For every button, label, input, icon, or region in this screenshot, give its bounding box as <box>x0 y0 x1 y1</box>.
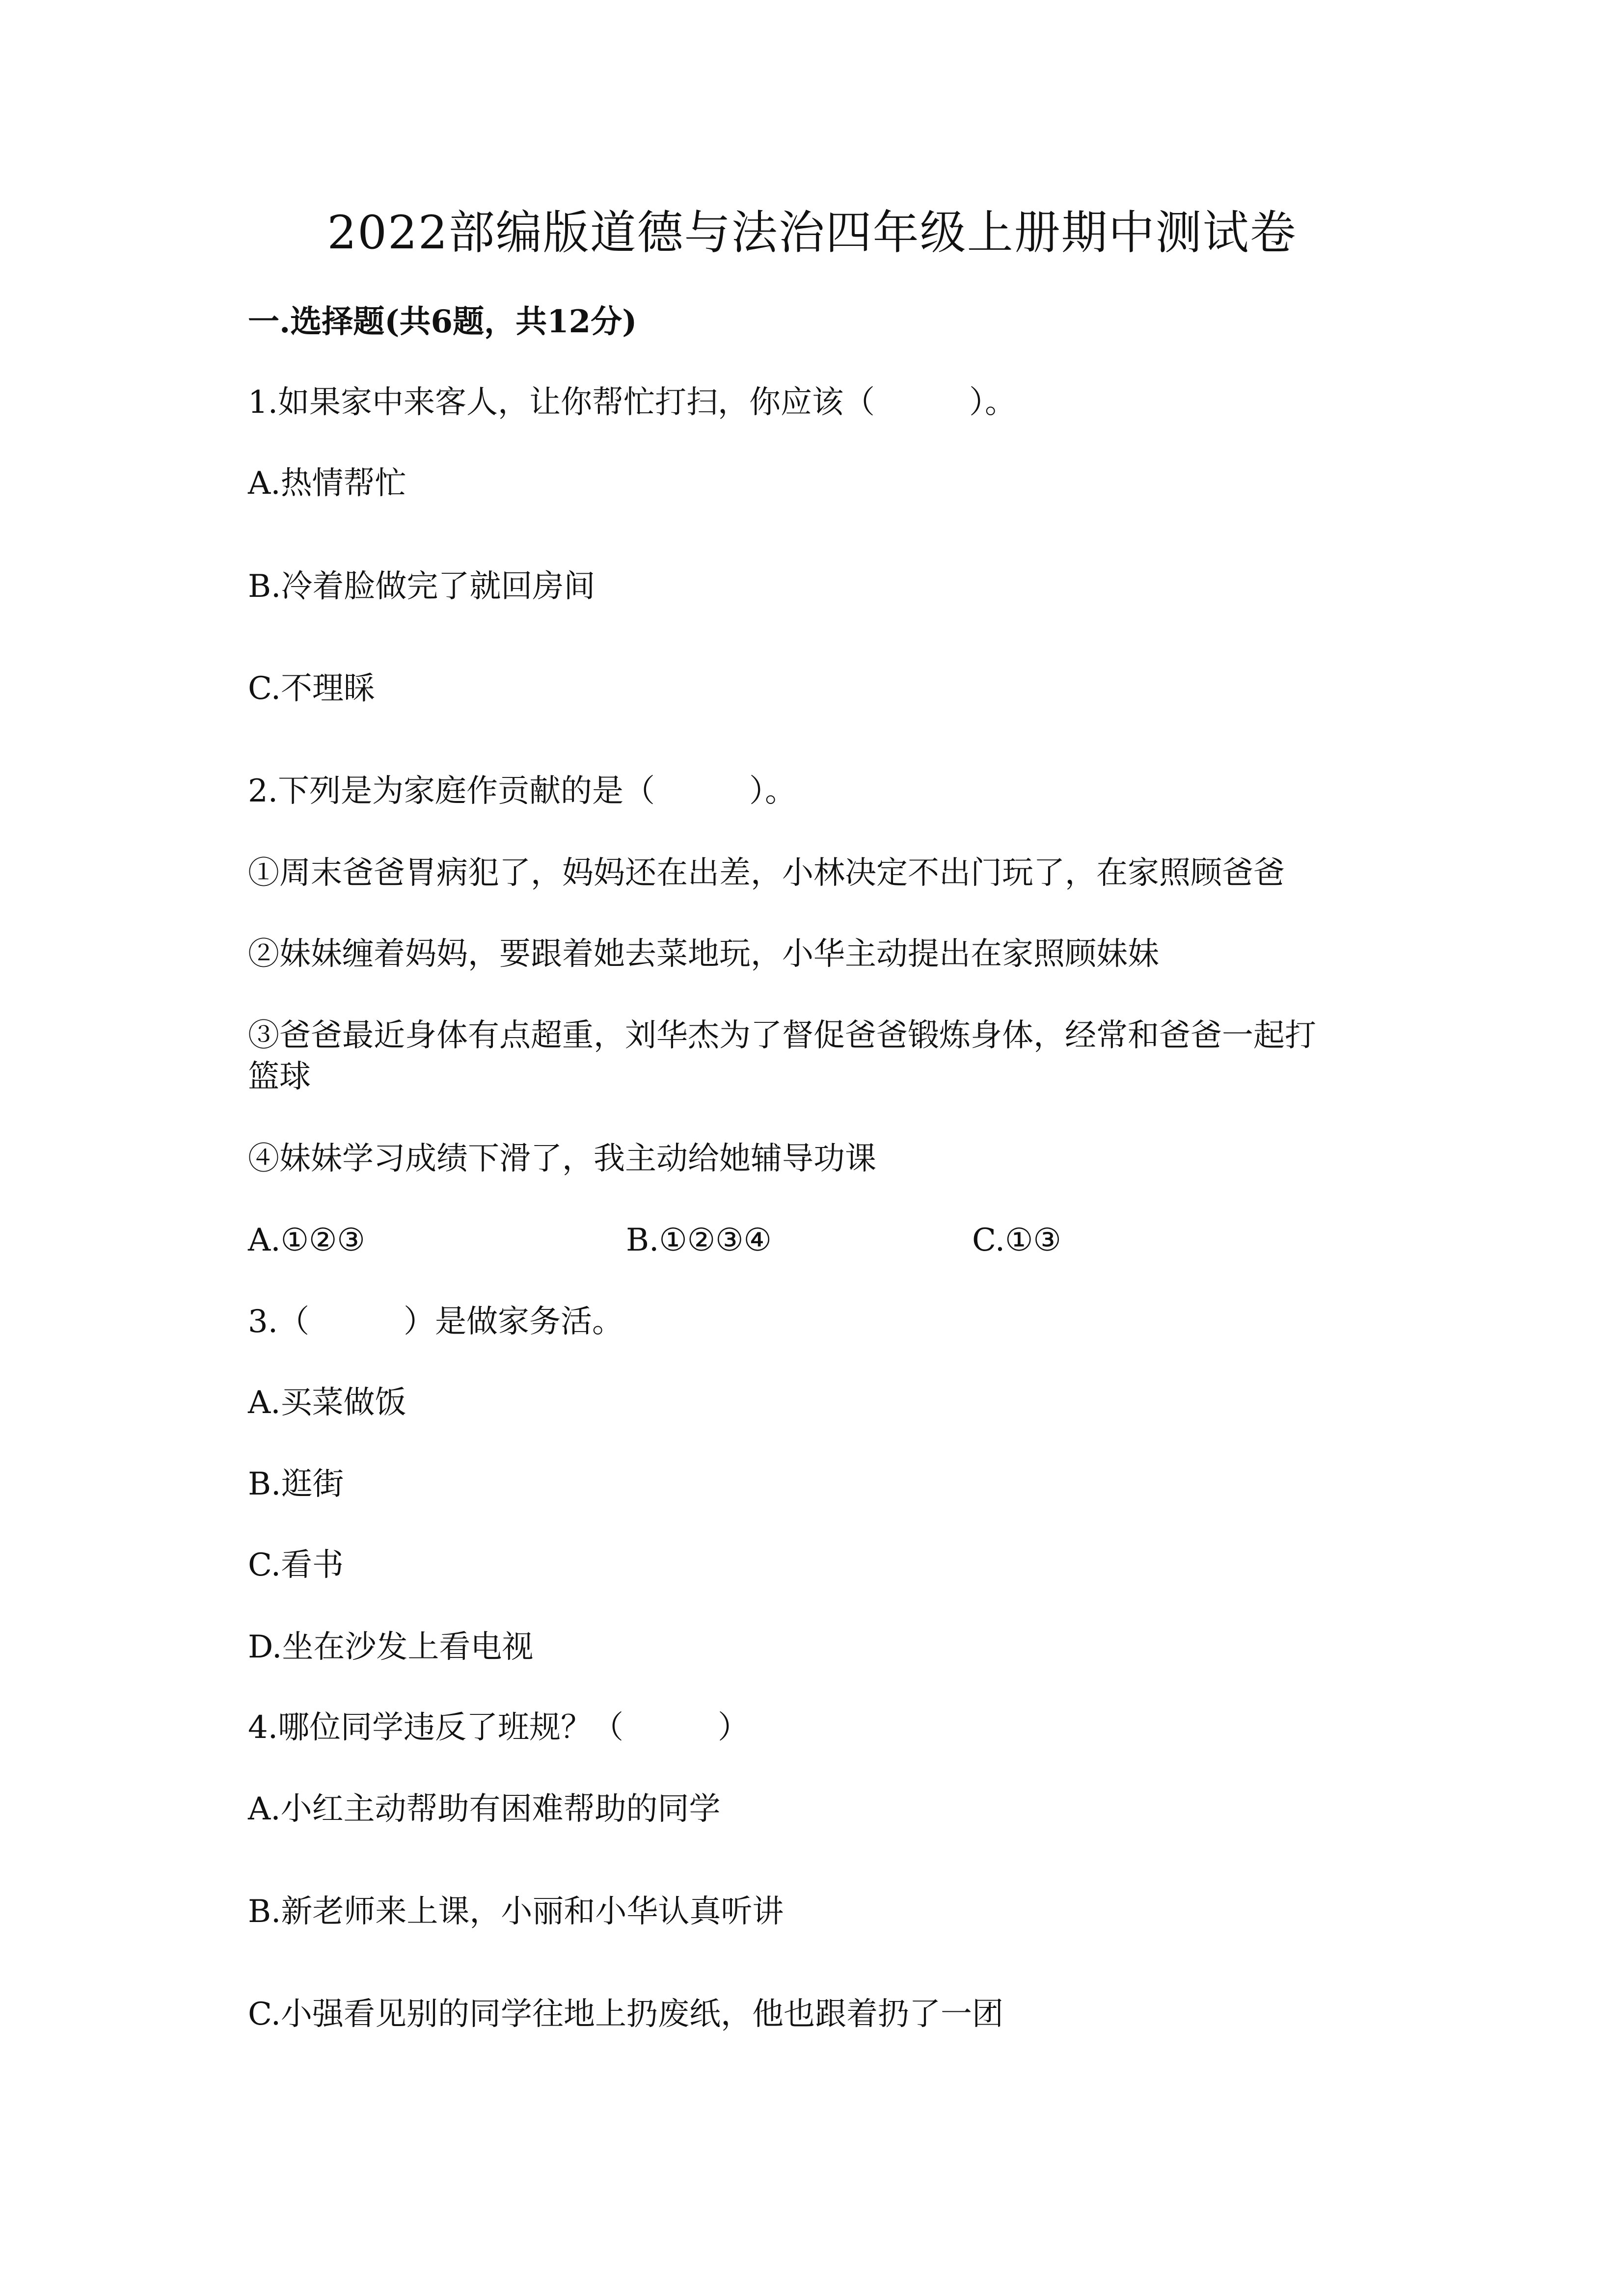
question-4-option-c: C.小强看见别的同学往地上扔废纸，他也跟着扔了一团 <box>248 1996 1004 2032</box>
question-1-option-b: B.冷着脸做完了就回房间 <box>248 568 595 605</box>
question-2-option-b: B.①②③④ <box>626 1222 772 1258</box>
exam-title: 2022部编版道德与法治四年级上册期中测试卷 <box>327 206 1297 260</box>
question-2-options <box>248 1217 1377 1264</box>
question-2-item-2: ②妹妹缠着妈妈，要跟着她去菜地玩，小华主动提出在家照顾妹妹 <box>248 936 1159 972</box>
question-3-option-d: D.坐在沙发上看电视 <box>248 1629 534 1665</box>
question-1-option-c: C.不理睬 <box>248 670 376 707</box>
question-1-option-a: A.热情帮忙 <box>248 465 406 502</box>
question-4-option-b: B.新老师来上课，小丽和小华认真听讲 <box>248 1894 784 1930</box>
question-2-item-4: ④妹妹学习成绩下滑了，我主动给她辅导功课 <box>248 1141 876 1177</box>
question-2-item-3: ③爸爸最近身体有点超重，刘华杰为了督促爸爸锻炼身体，经常和爸爸一起打 <box>248 1017 1316 1054</box>
question-2-stem: 2.下列是为家庭作贡献的是（ ）。 <box>248 773 797 809</box>
question-1-stem: 1.如果家中来客人，让你帮忙打扫，你应该（ ）。 <box>248 384 1017 421</box>
question-3-option-c: C.看书 <box>248 1547 344 1583</box>
question-4-option-a: A.小红主动帮助有困难帮助的同学 <box>248 1791 721 1827</box>
question-3-stem: 3.（ ）是做家务活。 <box>248 1304 624 1340</box>
question-2-item-1: ①周末爸爸胃病犯了，妈妈还在出差，小林决定不出门玩了，在家照顾爸爸 <box>248 855 1285 891</box>
question-2-item-3-cont: 篮球 <box>248 1059 311 1095</box>
question-3-option-b: B.逛街 <box>248 1466 344 1502</box>
question-2-option-a: A.①②③ <box>248 1222 365 1258</box>
question-4-stem: 4.哪位同学违反了班规？（ ） <box>248 1709 750 1746</box>
question-2-option-c: C.①③ <box>972 1222 1061 1258</box>
question-3-option-a: A.买菜做饭 <box>248 1385 406 1421</box>
section-heading-choice: 一.选择题(共6题，共12分) <box>248 303 637 340</box>
